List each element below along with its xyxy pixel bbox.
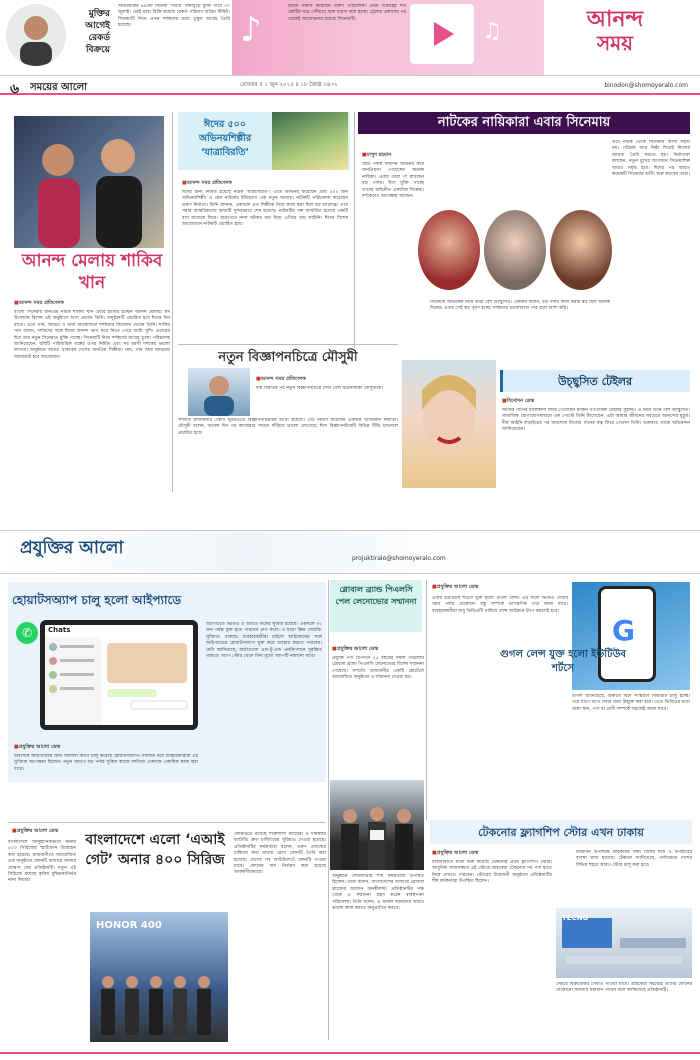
techno-article-body-2: উদ্বোধন উপলক্ষে গ্রাহকদের জন্য বিশেষ ছাড় ও উপহারের ব্যবস্থা রাখা হয়েছে। টেকনো জানিয়েছে, পর্যায়ক্রমে দেশের বিভিন্ন শহরে আরও স্টোর চালু করা হবে। [576,850,692,868]
heroine-article-body-3: তবে নাটক থেকে সিনেমায় আসা সহজ নয়। পরিশ্রম আর নিষ্ঠা দিয়েই নিজের জায়গা তৈরি করতে হয়। নির্মাতারা বলছেন, নতুন মুখের আগমনে সিনেমাশিল্প আরও সমৃদ্ধ হবে। ঈদের পর আরও কয়েকটি সিনেমার শুটিং শুরু করবেন তারা। [612,140,690,178]
aigate-headline: বাংলাদেশে এলো ‘এআই গেট’ অনার ৪০০ সিরিজ [85,832,225,868]
techno-headline: টেকনোর ফ্ল্যাগশিপ স্টোর এখন ঢাকায় [478,826,644,839]
mouchi-article-body-2: সম্প্রতি রাজধানীর একটি স্টুডিওতে বিজ্ঞাপনচিত্রটির শুটিং হয়েছে। এটি নির্মাণ করেছেন একজন খ্যাতিমান নির্মাতা। মৌসুমী বলেন, অনেক দিন পর ক্যামেরার সামনে দাঁড়িয়ে ভালো লেগেছে। ঈদে বিজ্ঞাপনচিত্রটি বিভিন্ন টিভি চ্যানেলে প্রচারিত হবে। [178,418,398,436]
teaser-body-2: ছবিটি নির্মাণ করেছেন তরুণ পরিচালক। প্রথম সপ্তাহেই শত কোটির ঘরে পৌঁছাবে বলে ধারণা করা হচ্ছে। ট্রেলার প্রকাশের পর থেকেই আলোচনায় রয়েছে সিনেমাটি। [288,4,406,22]
whatsapp-icon: ✆ [16,622,38,644]
projukti-logo: প্রযুক্তির আলো [20,538,124,558]
shakib-photo [14,116,164,248]
brand-line-2: সময় [596,31,634,55]
google-lens-icon: G [612,614,635,647]
lenovo-byline: ■ প্রযুক্তির আলো ডেস্ক [332,646,378,654]
lens-article-body: এবার ইউটিউব শর্টসে যুক্ত হলো গুগল লেন্স। এর ফলে ভিডিও দেখার সময় পর্দার যেকোনো বস্তু সম্পর্কে তাৎক্ষণিক তথ্য জানা যাবে। ব্যবহারকারীরা শুধু ভিডিওটি থামিয়ে লেন্স আইকনে ট্যাপ করলেই হবে। [432,596,568,614]
taylor-byline: ■ বিনোদন ডেস্ক [502,398,534,406]
techno-article-body-3: স্টোরে বিক্রয়োত্তর সেবাও পাওয়া যাবে। গ্রাহকেরা সহজেই তাদের ফোনের যেকোনো সমস্যার সমাধান পাবেন বলে জানিয়েছে প্রতিষ্ঠানটি। [556,982,692,994]
taylor-headline: উচ্ছ্বসিত টেইলর [557,375,633,388]
taylor-article-body: নিজের গানের মালিকানা ফিরে পেয়েছেন মার্কিন পপতারকা টেইলর সুইফট। এ নিয়ে তিনি বেশ উচ্ছ্বসিত। সামাজিক যোগাযোগমাধ্যমে এক পোস্টে তিনি লিখেছেন, এটা আমার জীবনের সবচেয়ে আনন্দের মুহূর্ত। দীর্ঘ আইনি লড়াইয়ের পর অবশেষে নিজের গানের স্বত্ব ফিরে পেলেন তিনি। ভক্তরাও তাকে অভিনন্দন জানিয়েছেন। [502,408,690,433]
lens-byline: ■ প্রযুক্তির আলো ডেস্ক [432,584,478,592]
jatra-poster-image [272,112,348,170]
heroine-headline: নাটকের নায়িকারা এবার সিনেমায় [437,115,611,130]
section-divider [178,344,398,345]
jatra-byline: ■ আনন্দ সময় প্রতিবেদক [182,180,232,188]
brand-logo [540,6,690,66]
heroine-article-body: ছোট পর্দায় দীর্ঘদিন অভিনয় করে জনপ্রিয়তা পেয়েছেন অনেক নায়িকা। এবার তারা পা রাখছেন বড় পর্দায়। ঈদে মুক্তি পাচ্ছে তাদের অভিনীত একাধিক সিনেমা। দর্শকেরাও অপেক্ষায় আছেন। [362,162,424,200]
heroine-article-body-2: সিনেমায় অভিষেক নিয়ে তারা বেশ উচ্ছ্বসিত। একজন বলেন, বড় পর্দায় কাজ করার স্বপ্ন ছিল অনেক দিনের। এবার সেই স্বপ্ন পূরণ হচ্ছে। দর্শকদের ভালোবাসা পাব বলে আশা করি। [430,300,610,312]
ipad-screen-image [40,620,198,730]
mouchi-photo [188,368,250,416]
taylor-photo [402,360,496,488]
aigate-article-body-2: ফোনটিতে রয়েছে শক্তিশালী ক্যামেরা ও দীর্ঘস্থায়ী ব্যাটারি। দ্রুত চার্জিংয়ের সুবিধাও দেওয়া হয়েছে। প্রতিষ্ঠানটির কর্মকর্তারা বলেন, তরুণ প্রজন্মের চাহিদার কথা মাথায় রেখে ফোনটি তৈরি করা হয়েছে। দেশের সব আউটলেটে ফোনটি পাওয়া যাবে। ফোনের দাম নির্ধারণ করা হয়েছে আকর্ষণীয়ভাবে। [234,832,326,876]
lenovo-award-photo [330,780,424,870]
whatsapp-article-body-2: অ্যাপটিতে ভিডিও ও অডিও কলের সুবিধা রয়েছে। একসঙ্গে ৩২ জন পর্যন্ত যুক্ত হতে পারবেন গ্রুপ কলে। এ ছাড়া স্ক্রিন শেয়ারিং সুবিধাও থাকছে। ব্যবহারকারীরা চাইলে আইফোনের সঙ্গে আইপ্যাডের হোয়াটসঅ্যাপ যুক্ত করে ব্যবহার করতে পারবেন। মেটা জানিয়েছে, বার্তাগুলো এন্ড-টু-এন্ড এনক্রিপশনে সুরক্ষিত থাকবে। অ্যাপ স্টোর থেকে বিনা মূল্যে অ্যাপটি নামানো যাবে। [206,622,322,660]
projukti-email[interactable]: projuktiralo@shomoyeralo.com [352,555,446,562]
column-divider [328,580,329,1040]
lenovo-article-body-2: অনুষ্ঠানে লেনোভোর শীর্ষ কর্মকর্তারা উপস্থিত ছিলেন। তারা বলেন, বাংলাদেশের বাজারে গ্লোবাল ব্র্যান্ডের অবদান অনস্বীকার্য। প্রতিষ্ঠানটির পক্ষ থেকে এ সম্মাননা গ্রহণ করেন ব্যবস্থাপনা পরিচালক। তিনি বলেন, এ অর্জন আমাদের আরও ভালো কাজ করতে অনুপ্রাণিত করবে। [332,874,424,912]
techno-byline: ■ প্রযুক্তির আলো ডেস্ক [432,850,478,858]
techno-article-body: রাজধানীতে যাত্রা শুরু করেছে টেকনোর প্রথম ফ্ল্যাগশিপ স্টোর। আধুনিক সাজসজ্জার এই স্টোরে গ্রাহকেরা টেকনোর সব পণ্য হাতে নিয়ে দেখতে পারবেন। স্টোরের উদ্বোধনী অনুষ্ঠানে প্রতিষ্ঠানটির শীর্ষ কর্মকর্তারা উপস্থিত ছিলেন। [432,860,552,885]
mouchi-headline: নতুন বিজ্ঞাপনচিত্রে মৌসুমী [218,350,358,365]
shakib-article-body: বাংলা সিনেমার জনপ্রিয় নায়ক শাকিব খান এবার হাজির হচ্ছেন আনন্দ মেলায়। ঈদ উপলক্ষে বিশেষ এই অনুষ্ঠানে অংশ নেবেন তিনি। অনুষ্ঠানটি প্রচারিত হবে ঈদের দিন রাতে। এতে গান, আড্ডা ও নানা আয়োজনে দর্শকদের বিনোদন দেবেন তিনি। শাকিব খান বলেন, দর্শকদের সঙ্গে ঈদের আনন্দ ভাগ করে নিতে পেরে আমি খুশি। এবারের ঈদে তার নতুন সিনেমাও মুক্তি পাচ্ছে। সিনেমাটি নিয়ে দর্শকদের আগ্রহ তুঙ্গে। পরিচালক জানিয়েছেন, ছবিটি পারিবারিক গল্পের ওপর নির্মিত এবং সব বয়সী দর্শকের ভালো লাগবে। অনুষ্ঠানে আরও থাকবেন দেশের জনপ্রিয় শিল্পীরা। নাচ, গান আর আড্ডায় জমজমাট হবে আয়োজন। [14,310,170,360]
mouchi-article-body: দীর্ঘ বিরতির পর নতুন বিজ্ঞাপনচিত্রে দেখা গেল চিত্রনায়িকা মৌসুমীকে। [256,386,384,391]
jatra-headline: ঈদের ৫০০ অভিনয়শিল্পীর ‘যাত্রাবিরতি’ [198,119,252,158]
issue-date: রোববার ॥ ১ জুন ২০২৫ ॥ ১৮ জ্যৈষ্ঠ ১৪৩২ [240,82,338,88]
shakib-byline: ■ আনন্দ সময় প্রতিবেদক [14,300,64,308]
page-email[interactable]: binodon@shomoyeralo.com [604,82,688,89]
aigate-byline: ■ প্রযুক্তির আলো ডেস্ক [12,828,58,836]
shakib-headline: আনন্দ মেলায় শাকিব খান [21,251,163,293]
footer-rule [0,1052,700,1054]
column-divider [426,580,427,820]
whatsapp-byline: ■ প্রযুক্তির আলো ডেস্ক [14,744,60,752]
heroine-byline: ■ মাসুদ রহমান [362,152,391,160]
page-header [0,75,700,95]
teaser-photo [6,4,66,66]
play-icon [410,4,474,64]
column-divider [354,112,355,348]
section-name: সময়ের আলো [30,82,88,93]
section-divider [8,822,326,823]
heroine-photo [418,210,480,290]
page-number: ৬ [10,81,20,97]
jatra-article-body: ঈদের জন্য নির্মিত হয়েছে নাটক ‘যাত্রাবিরতি’। এতে অভিনয় করেছেন প্রায় ৫০০ জন অভিনয়শিল্পী। এ যেন নাটকের ইতিহাসে এক নতুন অধ্যায়। নাটকটি পরিচালনা করেছেন তরুণ নির্মাতা। তিনি জানান, একসঙ্গে এত শিল্পীকে নিয়ে কাজ করা ছিল বড় চ্যালেঞ্জ। তবে সবার আন্তরিকতায় কাজটি সুন্দরভাবে শেষ হয়েছে। নাটকটির গল্প আবর্তিত হয়েছে একটি বাস যাত্রাকে ঘিরে। যাত্রাপথে নানা ঘটনার মধ্য দিয়ে এগিয়ে যায় কাহিনি। ঈদের বিশেষ আয়োজনে নাটকটি প্রচারিত হবে। [182,190,348,228]
techno-photo-text: TECNO [562,914,589,922]
aigate-launch-photo [90,912,228,1042]
teaser-body: অভিষেকের ৯৯তম সিনেমা ‘দিরাট’ বিশ্বজুড়ে মুক্তি পাবে ৩০ জুলাই। এরই মধ্যে বিক্রি হয়েছে রেকর্ড পরিমাণ অগ্রিম টিকিট। সিনেমাটি নিয়ে এখন দর্শকদের মধ্যে তুমুল আগ্রহ তৈরি হয়েছে। [118,4,230,29]
lens-headline: গুগল লেন্স যুক্ত হলো ইউটিউব শর্টসে [500,649,626,674]
aigate-article-body: বাংলাদেশে আনুষ্ঠানিকভাবে অনার ৪০০ সিরিজের স্মার্টফোন উন্মোচন করা হয়েছে। রাজধানীতে আয়োজিত এক অনুষ্ঠানে ফোনটি বাজারে আনার ঘোষণা দেয় প্রতিষ্ঠানটি। নতুন এই সিরিজে রয়েছে কৃত্রিম বুদ্ধিমত্তানির্ভর নানা ফিচার। [8,840,76,884]
lens-article-body-2: গুগল জানিয়েছে, শুরুতে বিটা সংস্করণে ফিচারটি চালু হচ্ছে। পরে ধাপে ধাপে সবার জন্য উন্মুক্ত করা হবে। এতে ভিডিওর মধ্যে থাকা স্থান, পণ্য বা প্রাণী সম্পর্কে সহজেই জানা যাবে। [572,694,690,712]
whatsapp-article-body: অবশেষে আইপ্যাডের জন্য আলাদা অ্যাপ চালু করেছে হোয়াটসঅ্যাপ। দীর্ঘদিন ধরে ব্যবহারকারীরা এই সুবিধার অপেক্ষায় ছিলেন। নতুন অ্যাপে বড় পর্দার সুবিধা কাজে লাগিয়ে একসঙ্গে একাধিক কাজ করা যাবে। [14,754,198,772]
heroine-photo [484,210,546,290]
brand-line-1: আনন্দ [586,6,644,32]
whatsapp-headline: হোয়াটসঅ্যাপ চালু হলো আইপ্যাডে [12,593,182,607]
ipad-screen-title: Chats [48,626,71,634]
music-note-icon: ♫ [482,18,502,44]
lenovo-headline: গ্লোবাল ব্র্যান্ড পিএলসি পেল লেনোভোর সম্মাননা [335,585,417,606]
music-note-icon: ♪ [240,10,262,50]
column-divider [172,112,173,492]
mouchi-byline: ■ আনন্দ সময় প্রতিবেদক [256,376,306,384]
heroine-photo [550,210,612,290]
teaser-headline: মুক্তির আগেই রেকর্ড বিক্রয়ে [85,9,110,55]
aigate-photo-text: HONOR 400 [96,920,162,931]
lenovo-article-body: প্রযুক্তি পণ্য বিপণনে ২৫ বছরের সফল পথচলায় গ্লোবাল ব্র্যান্ড পিএলসি লেনোভোর বিশেষ সম্মাননা পেয়েছে। সম্প্রতি রাজধানীর একটি হোটেলে আয়োজিত অনুষ্ঠানে এ সম্মাননা দেওয়া হয়। [332,656,424,681]
